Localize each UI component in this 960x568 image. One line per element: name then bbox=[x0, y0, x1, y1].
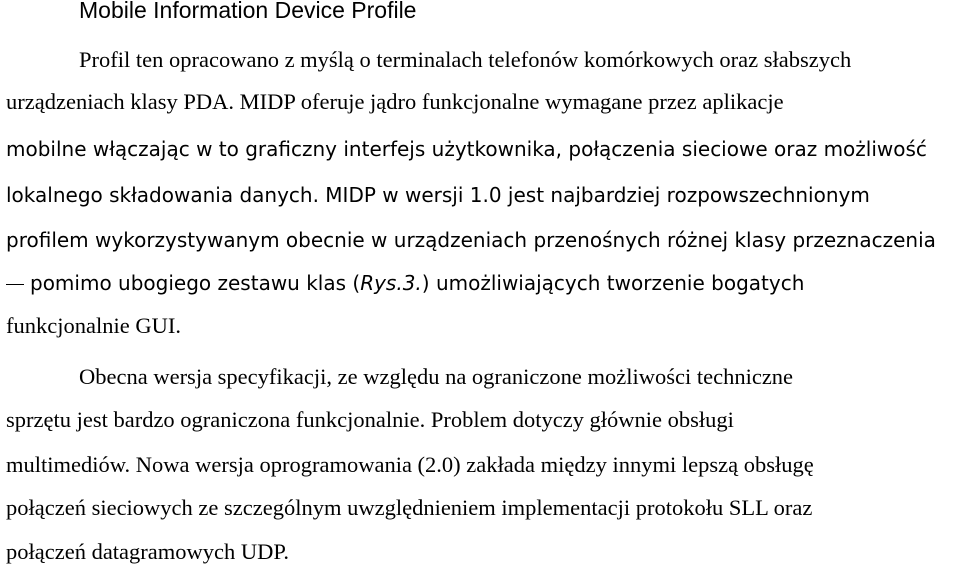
paragraph1-line bbox=[6, 268, 804, 298]
paragraph1-line: Profil ten opracowano z myślą o terminalach telefonów komórkowych oraz słabszych bbox=[79, 47, 852, 72]
line6-pre-text: pomimo ubogiego zestawu klas ( bbox=[30, 271, 361, 295]
paragraph1-line: profilem wykorzystywanym obecnie w urządzeniach przenośnych różnej klasy przeznaczenia bbox=[6, 228, 936, 252]
paragraph2-line: Obecna wersja specyfikacji, ze względu na ograniczone możliwości techniczne bbox=[79, 364, 794, 389]
figure-reference: Rys.3. bbox=[360, 271, 422, 295]
section-heading: Mobile Information Device Profile bbox=[79, 0, 417, 23]
paragraph1-line: mobilne włączając w to graficzny interfejs użytkownika, połączenia sieciowe oraz możliwość bbox=[6, 137, 927, 161]
line6-post-text: ) umożliwiających tworzenie bogatych bbox=[421, 271, 805, 295]
paragraph1-line: urządzeniach klasy PDA. MIDP oferuje jądro funkcjonalne wymagane przez aplikacje bbox=[6, 89, 784, 114]
paragraph2-line: połączeń sieciowych ze szczególnym uwzględnieniem implementacji protokołu SLL oraz bbox=[6, 495, 813, 520]
paragraph2-line: multimediów. Nowa wersja oprogramowania (2.0) zakłada między innymi lepszą obsługę bbox=[6, 452, 814, 477]
paragraph2-line: sprzętu jest bardzo ograniczona funkcjonalnie. Problem dotyczy głównie obsługi bbox=[6, 407, 734, 432]
em-dash bbox=[6, 284, 24, 285]
paragraph1-line: lokalnego składowania danych. MIDP w wersji 1.0 jest najbardziej rozpowszechnionym bbox=[6, 183, 870, 207]
paragraph2-line: połączeń datagramowych UDP. bbox=[6, 539, 290, 564]
paragraph1-line: funkcjonalnie GUI. bbox=[6, 313, 181, 338]
